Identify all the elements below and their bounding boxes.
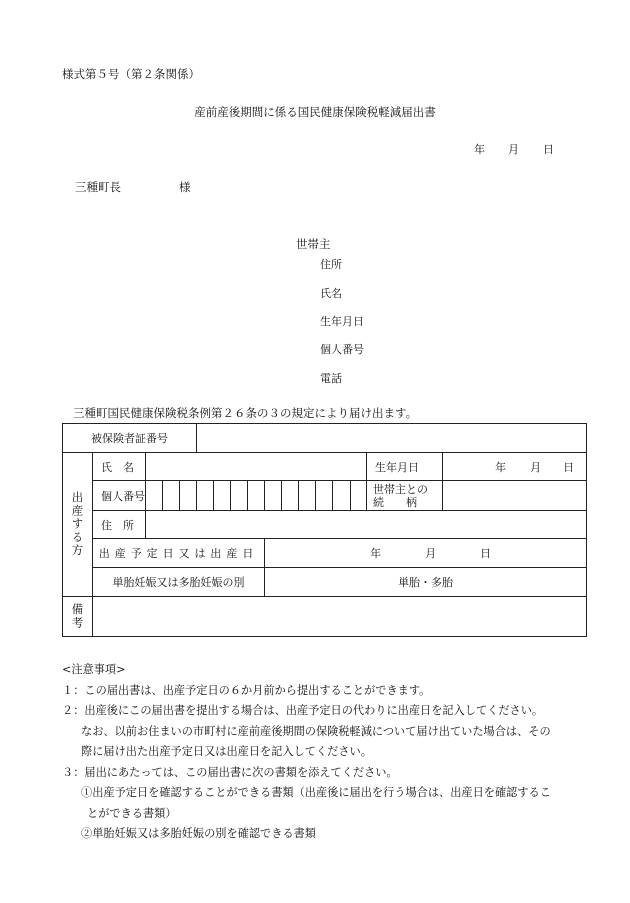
birth-month-label: 月 <box>530 460 542 474</box>
note-2-continued-2: 際に届け出た出産予定日又は出産日を記入してください。 <box>81 745 372 758</box>
date-year-label: 年 <box>474 143 485 156</box>
legal-clause: 三種町国民健康保険税条例第２６条の３の規定により届け出ます。 <box>73 406 418 420</box>
note-3-item-1: ①出産予定日を確認することができる書類（出産後に届出を行う場合は、出産日を確認するこ <box>81 786 551 799</box>
due-date-field[interactable] <box>265 539 587 568</box>
birthdate-label: 生年月日 <box>367 453 443 481</box>
my-number-digit-7[interactable] <box>248 481 265 511</box>
householder-birthdate-label: 生年月日 <box>320 315 364 328</box>
my-number-digit-6[interactable] <box>231 481 248 511</box>
due-day-label: 日 <box>480 547 492 560</box>
date-day-label: 日 <box>543 143 554 156</box>
due-date-label: 出産予定日又は出産日 <box>93 539 265 568</box>
householder-label: 世帯主 <box>296 237 331 251</box>
birth-year-label: 年 <box>495 460 507 474</box>
remarks-label: 備考 <box>63 597 93 637</box>
my-number-digit-5[interactable] <box>214 481 231 511</box>
note-3: ３：届出にあたっては、この届出書に次の書類を添えてください。 <box>62 765 398 779</box>
insured-number-label: 被保険者証番号 <box>63 424 197 453</box>
my-number-digit-10[interactable] <box>299 481 316 511</box>
form-number: 様式第５号（第２条関係） <box>62 67 200 81</box>
my-number-digit-12[interactable] <box>333 481 351 511</box>
due-month-label: 月 <box>425 547 437 560</box>
householder-name-label: 氏名 <box>320 287 342 300</box>
my-number-digit-9[interactable] <box>282 481 299 511</box>
due-year-label: 年 <box>370 547 382 560</box>
honorific: 様 <box>179 180 191 194</box>
my-number-digit-2[interactable] <box>163 481 180 511</box>
householder-my-number-label: 個人番号 <box>320 343 364 356</box>
relation-field[interactable] <box>443 481 587 511</box>
my-number-digit-3[interactable] <box>180 481 197 511</box>
pregnancy-type-label: 単胎妊娠又は多胎妊娠の別 <box>93 568 265 597</box>
application-table <box>62 423 587 637</box>
addressee: 三種町長 <box>75 180 121 194</box>
notes-section <box>62 660 551 845</box>
notes-heading: <注意事項> <box>62 663 126 676</box>
note-2: ２：出産後にこの届出書を提出する場合は、出産予定日の代わりに出産日を記入してください。 <box>62 704 544 717</box>
birthdate-field[interactable] <box>443 453 587 481</box>
note-3-item-2: ②単胎妊娠又は多胎妊娠の別を確認できる書類 <box>81 827 316 840</box>
note-3-item-1-continued: とができる書類） <box>87 806 177 820</box>
date-month-label: 月 <box>508 143 519 156</box>
my-number-digit-11[interactable] <box>316 481 333 511</box>
note-2-continued: なお、以前お住まいの市町村に産前産後期間の保険税軽減について届け出ていた場合は、その <box>81 724 551 738</box>
pregnancy-type-options[interactable]: 単胎・多胎 <box>265 568 587 597</box>
birth-mother-side-label: 出産する方 <box>63 453 93 597</box>
birth-day-label: 日 <box>563 460 575 474</box>
remarks-field[interactable] <box>93 597 587 637</box>
householder-phone-label: 電話 <box>320 372 342 385</box>
name-field[interactable] <box>146 453 367 481</box>
my-number-digit-1[interactable] <box>146 481 163 511</box>
note-1: １：この届出書は、出産予定日の６か月前から提出することができます。 <box>62 683 431 697</box>
householder-address-label: 住所 <box>320 258 342 271</box>
name-label: 氏 名 <box>93 453 146 481</box>
insured-number-field[interactable] <box>197 424 587 453</box>
my-number-label: 個人番号 <box>93 481 146 511</box>
my-number-digit-8[interactable] <box>265 481 282 511</box>
address-label: 住 所 <box>93 511 146 539</box>
address-field[interactable] <box>146 511 587 539</box>
document-title: 産前産後期間に係る国民健康保険税軽減届出書 <box>194 105 436 119</box>
my-number-digit-4[interactable] <box>197 481 214 511</box>
my-number-spacer <box>351 481 367 511</box>
relation-label: 世帯主との 続 柄 <box>367 481 443 511</box>
